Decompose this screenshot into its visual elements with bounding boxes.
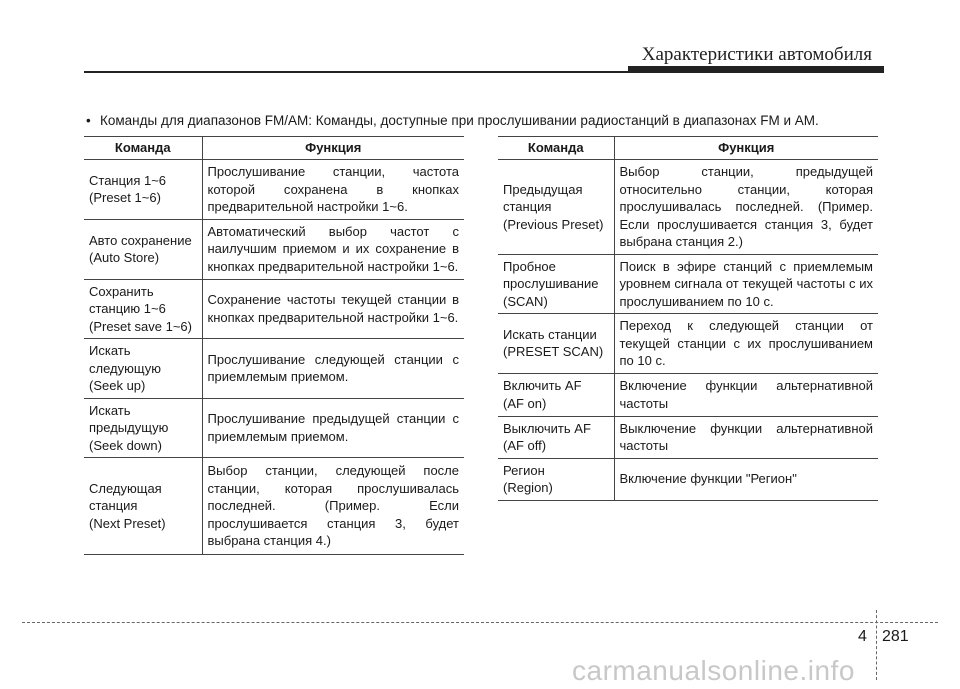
function-cell: Выбор станции, предыдущей относительно станции, которая прослушивалась последней. (Пример. Если прослушивается станция 3, будет выбрана станция 2.) [614, 160, 878, 255]
command-table-left [84, 136, 464, 555]
command-table-right [498, 136, 878, 501]
command-text: Искать предыдущую (Seek down) [89, 402, 169, 453]
command-text: Предыдущая станция (Previous Preset) [503, 181, 604, 232]
table-header-row [498, 137, 878, 160]
function-cell: Включение функции альтернативной частоты [614, 373, 878, 416]
command-cell [498, 458, 614, 500]
command-text: Выключить AF (AF off) [503, 420, 591, 453]
function-cell: Выбор станции, следующей после станции, которая прослушивалась последней. (Пример. Если прослушивается станция 3, будет выбрана станция 4.) [202, 458, 464, 555]
command-cell [84, 279, 202, 339]
table-row [498, 254, 878, 314]
command-cell [498, 254, 614, 314]
command-text: Регион (Region) [503, 462, 553, 495]
page-number: 281 [882, 628, 909, 645]
table-row [498, 160, 878, 255]
intro-text: Команды для диапазонов FM/AM: Команды, доступные при прослушивании радиостанций в диапазонах FM и AM. [100, 113, 819, 128]
function-cell: Прослушивание следующей станции с приемлемым приемом. [202, 339, 464, 399]
command-cell [498, 373, 614, 416]
command-cell [498, 160, 614, 255]
command-text: Следующая станция (Next Preset) [89, 480, 166, 531]
section-title: Характеристики автомобиля [641, 44, 872, 65]
function-cell: Включение функции "Регион" [614, 458, 878, 500]
table-header-row [84, 137, 464, 160]
bullet-icon: • [86, 113, 91, 128]
command-cell [498, 416, 614, 458]
function-cell: Выключение функции альтернативной частоты [614, 416, 878, 458]
column-header-function: Функция [614, 137, 878, 160]
table-row [84, 219, 464, 279]
command-cell [498, 314, 614, 374]
function-cell: Переход к следующей станции от текущей станции с их прослушиванием по 10 с. [614, 314, 878, 374]
footer-divider [22, 622, 938, 623]
command-cell [84, 458, 202, 555]
table-row [84, 279, 464, 339]
command-cell [84, 339, 202, 399]
column-header-command: Команда [84, 137, 202, 160]
command-text: Станция 1~6 (Preset 1~6) [89, 172, 167, 206]
header-rule [84, 71, 884, 73]
function-cell: Автоматический выбор частот с наилучшим приемом и их сохранение в кнопках предварительной настройки 1~6. [202, 219, 464, 279]
column-header-function: Функция [202, 137, 464, 160]
chapter-number: 4 [858, 628, 867, 645]
command-text: Искать следующую (Seek up) [89, 343, 161, 393]
table-row [498, 416, 878, 458]
command-cell [84, 160, 202, 220]
command-cell [84, 219, 202, 279]
intro-paragraph [86, 112, 886, 130]
table-row [498, 314, 878, 374]
table-row [498, 373, 878, 416]
command-text: Включить AF (AF on) [503, 378, 582, 411]
function-cell: Прослушивание предыдущей станции с приемлемым приемом. [202, 398, 464, 458]
command-text: Авто сохранение (Auto Store) [89, 232, 192, 265]
table-row [84, 398, 464, 458]
command-text: Искать станции (PRESET SCAN) [503, 326, 604, 360]
column-header-command: Команда [498, 137, 614, 160]
function-cell: Прослушивание станции, частота которой сохранена в кнопках предварительной настройки 1~6. [202, 160, 464, 220]
function-cell: Поиск в эфире станций с приемлемым уровнем сигнала от текущей частоты с их прослушиванием по 10 с. [614, 254, 878, 314]
command-text: Сохранить станцию 1~6 (Preset save 1~6) [89, 283, 192, 334]
command-text: Пробное прослушивание (SCAN) [503, 258, 599, 309]
table-row [84, 339, 464, 399]
table-row [84, 458, 464, 555]
table-row [84, 160, 464, 220]
function-cell: Сохранение частоты текущей станции в кнопках предварительной настройки 1~6. [202, 279, 464, 339]
footer-page-divider [876, 610, 877, 680]
command-cell [84, 398, 202, 458]
table-row [498, 458, 878, 500]
watermark: carmanualsonline.info [572, 655, 855, 686]
